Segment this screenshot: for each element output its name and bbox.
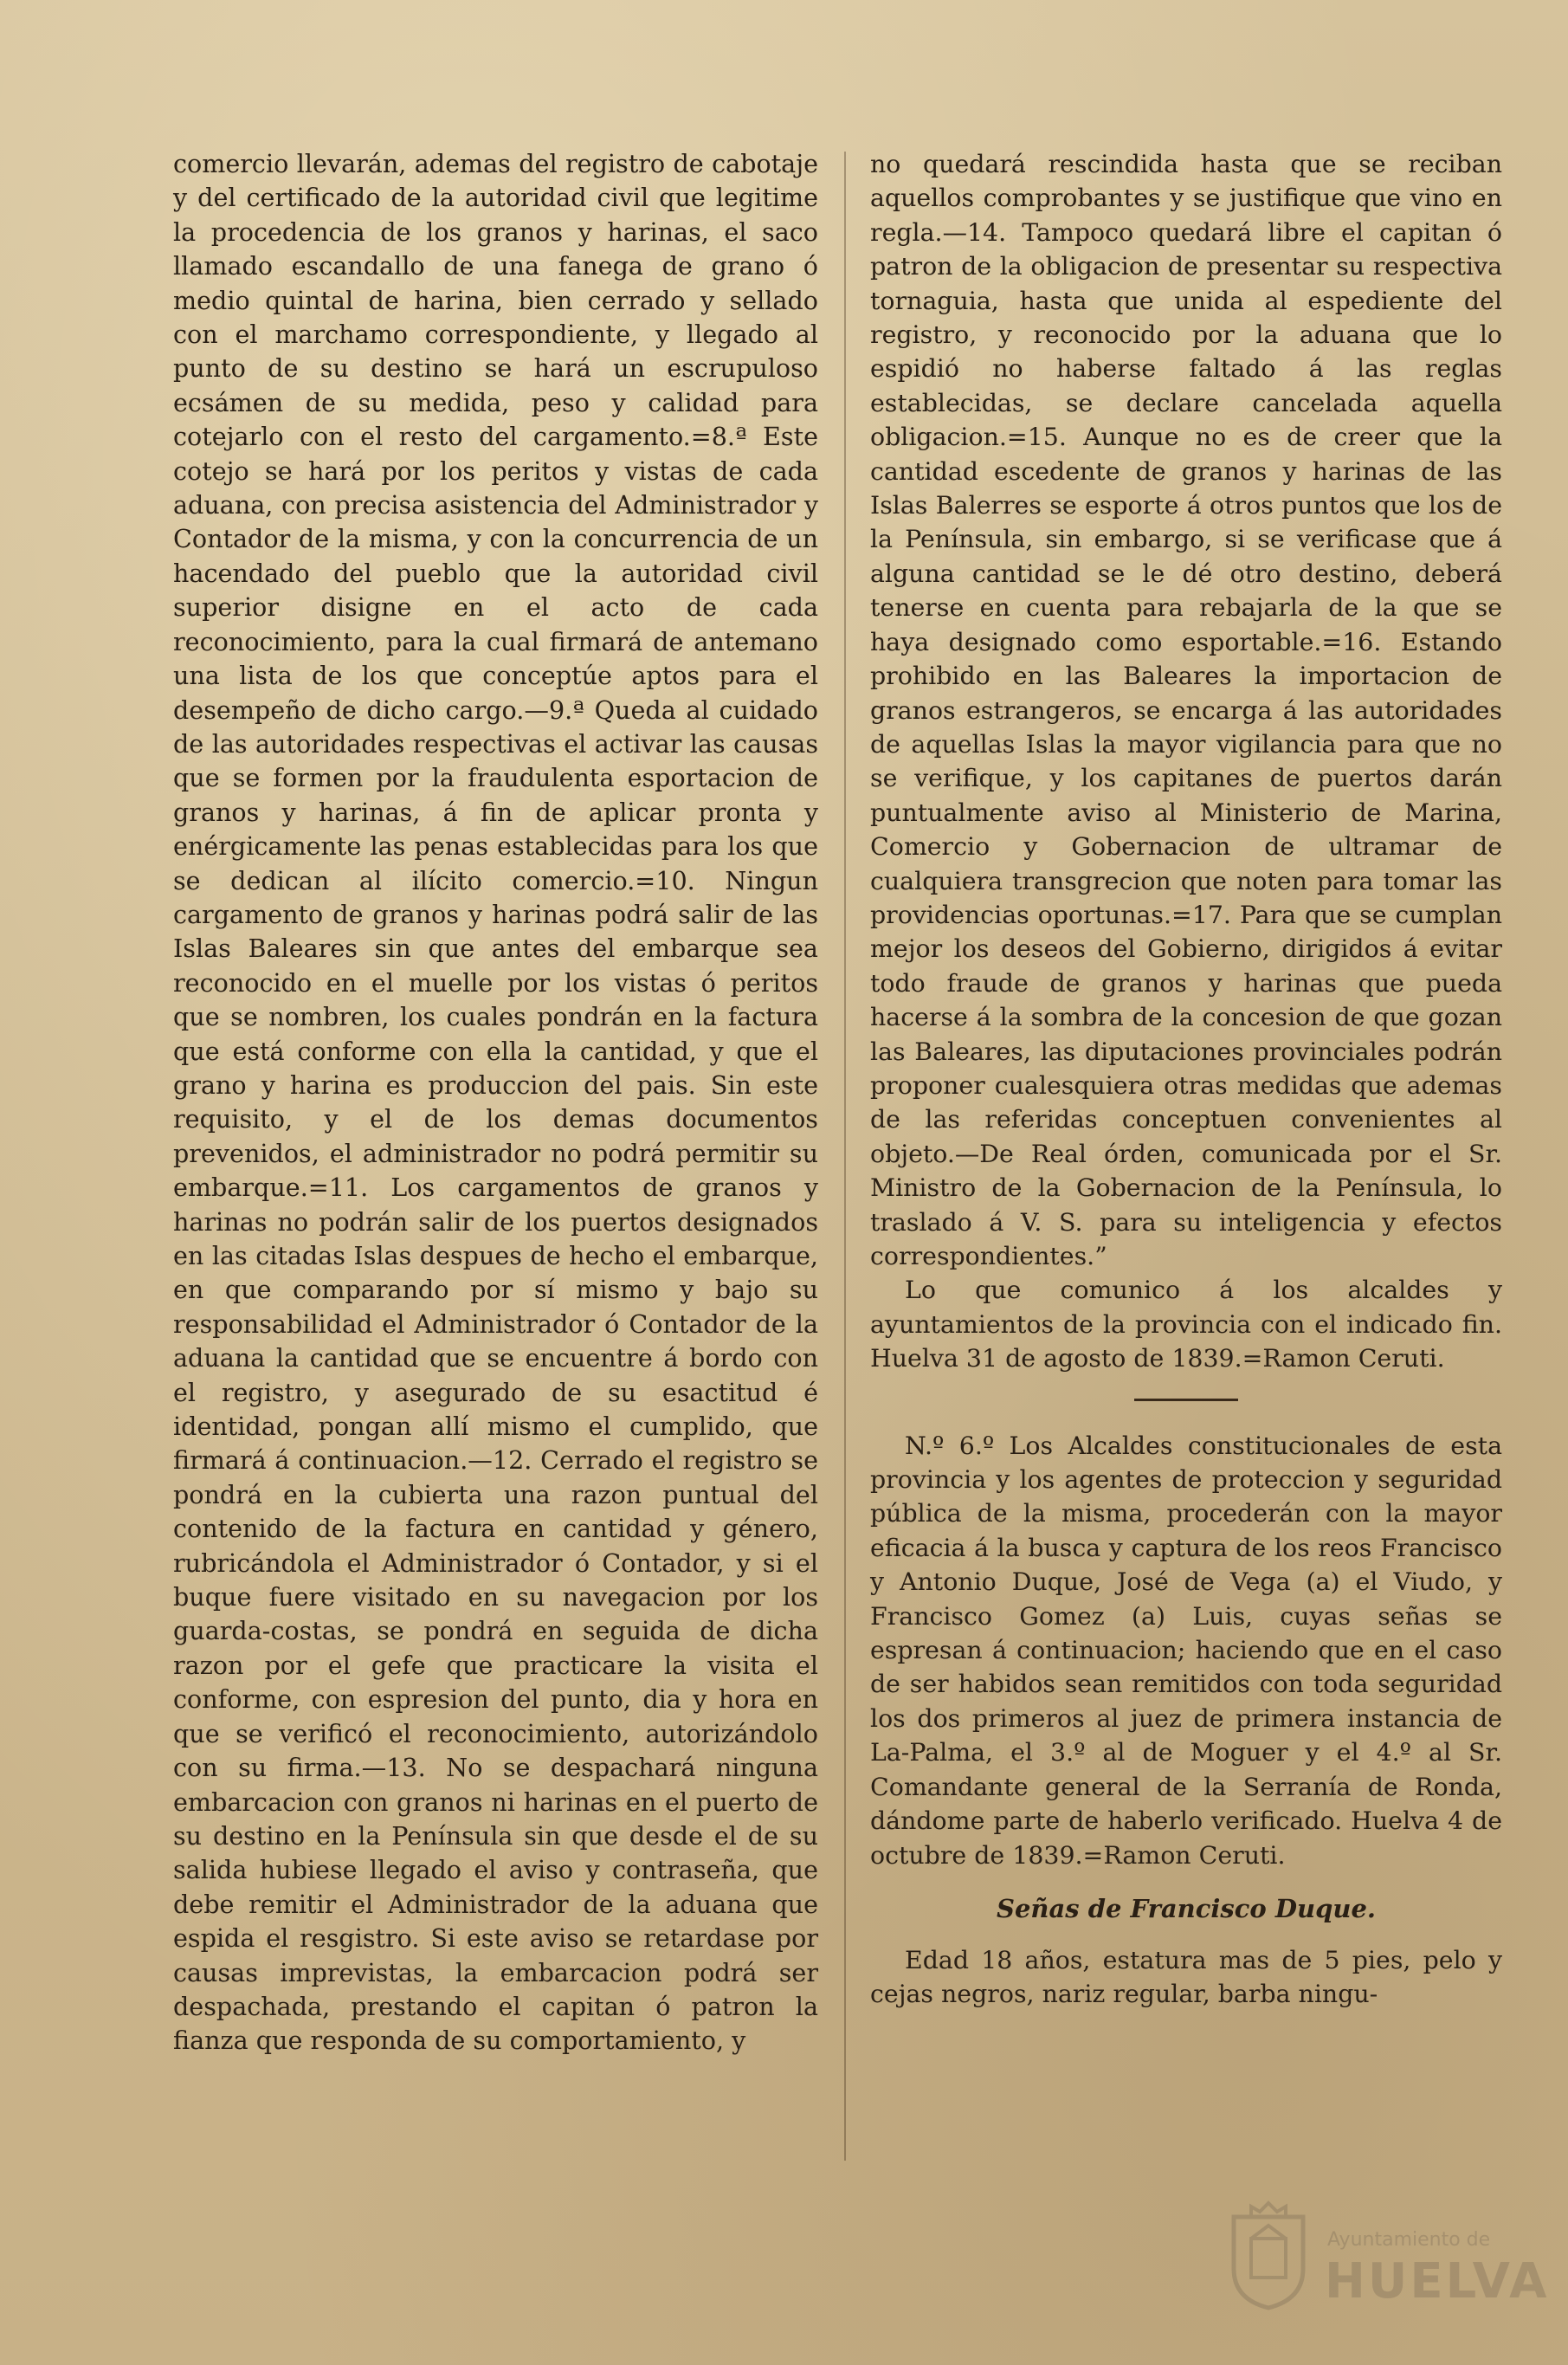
description-paragraph: Edad 18 años, estatura mas de 5 pies, pelo y cejas negros, nariz regular, barba ningu-	[870, 1945, 1502, 2009]
left-column-text: comercio llevarán, ademas del registro de cabotaje y del certificado de la autoridad civil que legitime la procedencia de los granos y harinas, el saco llamado escandallo de una fanega de grano ó medio quintal de harina, bien cerrado y sellado con el marchamo correspondiente, y llegado al punto de su destino se hará un escrupuloso ecsámen de su medida, peso y calidad para cotejarlo con el resto del cargamento.=8.ª Este cotejo se hará por los peritos y vistas de cada aduana, con precisa asistencia del Administrador y Contador de la misma, y con la concurrencia de un hacendado del pueblo que la autoridad civil superior disigne en el acto de cada reconocimiento, para la cual firmará de antemano una lista de los que conceptúe aptos para el desempeño de dicho cargo.—9.ª Queda al cuidado de las autoridades respectivas el activar las causas que se formen por la fraudulenta esportacion de granos y harinas, á fin de aplicar pronta y enérgicamente las penas establecidas para los que se dedican al ilícito comercio.=10. Ningun cargamento de granos y harinas podrá salir de las Islas Baleares sin que antes del embarque sea reconocido en el muelle por los vistas ó peritos que se nombren, los cuales pondrán en la factura que está conforme con ella la cantidad, y que el grano y harina es produccion del pais. Sin este requisito, y el de los demas documentos prevenidos, el administrador no podrá permitir su embarque.=11. Los cargamentos de granos y harinas no podrán salir de los puertos designados en las citadas Islas despues de hecho el embarque, en que comparando por sí mismo y bajo su responsabilidad el Administrador ó Contador de la aduana la cantidad que se encuentre á bordo con el registro, y asegurado de su esactitud é identidad, pongan allí mismo el cumplido, que firmará á continuacion.—12. Cerrado el registro se pondrá en la cubierta una razon puntual del contenido de la factura en cantidad y género, rubricándola el Administrador ó Contador, y si el buque fuere visitado en su navegacion por los guarda-costas, se pondrá en seguida de dicha razon por el gefe que practicare la visita el conforme, con espresion del punto, dia y hora en que se verificó el reconocimiento, autorizándolo con su firma.—13. No se despachará ninguna embarcacion con granos ni harinas en el puerto de su destino en la Península sin que desde el de su salida hubiese llegado el aviso y contraseña, que debe remitir el Administrador de la aduana que espida el resgistro. Si este aviso se retardase por causas imprevistas, la embarcacion podrá ser despachada, prestando el capitan ó patron la fianza que responda de su comportamiento, y	[173, 149, 818, 2056]
right-column	[870, 147, 1502, 2012]
watermark-line1: Ayuntamiento de	[1327, 2229, 1491, 2251]
archive-watermark	[1208, 2191, 1550, 2321]
notice-paragraph: N.º 6.º Los Alcaldes constitucionales de esta provincia y los agentes de proteccion y seguridad pública de la misma, procederán con la mayor eficacia á la busca y captura de los reos Francisco y Antonio Duque, José de Vega (a) el Viudo, y Francisco Gomez (a) Luis, cuyas señas se espresan á continuacion; haciendo que en el caso de ser habidos sean remitidos con toda seguridad los dos primeros al juez de primera instancia de La-Palma, el 3.º al de Moguer y el 4.º al Sr. Comandante general de la Serranía de Ronda, dándome parte de haberlo verificado. Huelva 4 de octubre de 1839.=Ramon Ceruti.	[870, 1431, 1502, 1870]
watermark-line2: HUELVA	[1325, 2253, 1550, 2310]
section-heading: Señas de Francisco Duque.	[997, 1893, 1376, 1923]
coat-of-arms-icon	[1225, 2200, 1312, 2312]
circular-continuation-text: no quedará rescindida hasta que se reciban aquellos comprobantes y se justifique que vino en regla.—14. Tampoco quedará libre el capitan ó patron de la obligacion de presentar su respectiva tornaguia, hasta que unida al espediente del registro, y reconocido por la aduana que lo espidió no haberse faltado á las reglas establecidas, se declare cancelada aquella obligacion.=15. Aunque no es de creer que la cantidad escedente de granos y harinas de las Islas Balerres se esporte á otros puntos que los de la Península, sin embargo, si se verificase que á alguna cantidad se le dé otro destino, deberá tenerse en cuenta para rebajarla de la que se haya designado como esportable.=16. Estando prohibido en las Baleares la importacion de granos estrangeros, se encarga á las autoridades de aquellas Islas la mayor vigilancia para que no se verifique, y los capitanes de puertos darán puntualmente aviso al Ministerio de Marina, Comercio y Gobernacion de ultramar de cualquiera transgrecion que noten para tomar las providencias oportunas.=17. Para que se cumplan mejor los deseos del Gobierno, dirigidos á evitar todo fraude de granos y harinas que pueda hacerse á la sombra de la concesion de que gozan las Baleares, las diputaciones provinciales podrán proponer cualesquiera otras medidas que ademas de las referidas conceptuen convenientes al objeto.—De Real órden, comunicada por el Sr. Ministro de la Gobernacion de la Península, lo traslado á V. S. para su inteligencia y efectos correspondientes.”	[870, 150, 1502, 1270]
column-divider	[844, 152, 846, 2161]
closing-paragraph: Lo que comunico á los alcaldes y ayuntamientos de la provincia con el indicado fin. Huelva 31 de agosto de 1839.=Ramon Ceruti.	[870, 1276, 1502, 1373]
section-separator	[1134, 1399, 1238, 1410]
left-column	[173, 147, 818, 2058]
